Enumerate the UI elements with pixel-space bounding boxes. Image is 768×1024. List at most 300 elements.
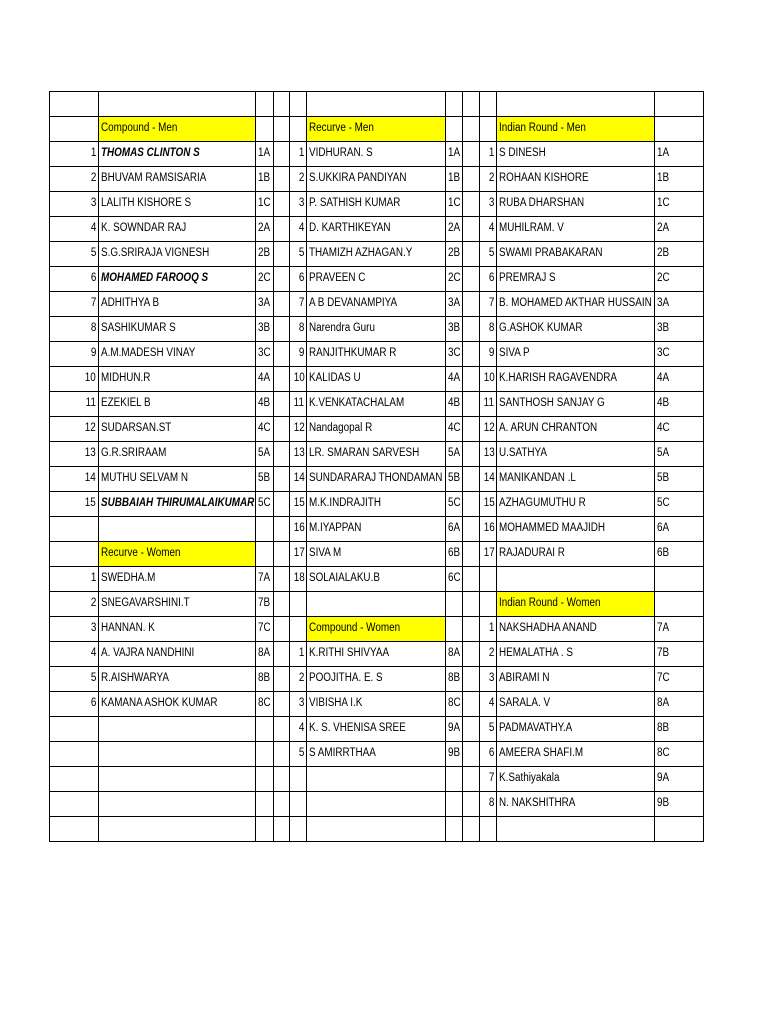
sheet-cell <box>307 342 446 367</box>
sheet-cell <box>307 617 446 642</box>
sheet-row <box>50 367 704 392</box>
target-code: 9A <box>657 772 670 785</box>
sheet-cell <box>463 617 480 642</box>
archer-name: SIVA P <box>499 347 530 360</box>
sheet-cell <box>655 167 704 192</box>
sheet-cell <box>274 317 290 342</box>
entry-number: 2 <box>90 597 96 610</box>
target-code: 3C <box>657 347 670 360</box>
sheet-cell <box>463 442 480 467</box>
archer-name: RAJADURAI R <box>499 547 565 560</box>
target-code: 5A <box>657 447 670 460</box>
sheet-cell <box>50 642 99 667</box>
sheet-row <box>50 592 704 617</box>
sheet-cell <box>290 592 307 617</box>
sheet-cell <box>99 767 256 792</box>
archer-name: AMEERA SHAFI.M <box>499 747 584 760</box>
sheet-cell <box>463 292 480 317</box>
sheet-cell <box>290 642 307 667</box>
sheet-cell <box>256 442 274 467</box>
sheet-cell <box>307 267 446 292</box>
sheet-cell <box>655 542 704 567</box>
sheet-row <box>50 167 704 192</box>
sheet-cell <box>274 267 290 292</box>
sheet-cell <box>274 742 290 767</box>
sheet-cell <box>290 317 307 342</box>
entry-number: 6 <box>90 697 96 710</box>
entry-number: 16 <box>293 522 305 535</box>
archer-name: MUHILRAM. V <box>499 222 564 235</box>
sheet-cell <box>497 142 655 167</box>
sheet-row <box>50 92 704 117</box>
sheet-cell <box>446 367 463 392</box>
sheet-cell <box>274 142 290 167</box>
target-code: 4C <box>258 422 271 435</box>
sheet-cell <box>99 617 256 642</box>
sheet-cell <box>290 517 307 542</box>
sheet-cell <box>50 392 99 417</box>
sheet-cell <box>99 642 256 667</box>
sheet-cell <box>99 567 256 592</box>
target-code: 4A <box>448 372 461 385</box>
sheet-cell <box>307 442 446 467</box>
sheet-cell <box>497 242 655 267</box>
sheet-cell <box>99 367 256 392</box>
sheet-cell <box>446 242 463 267</box>
sheet-cell <box>480 342 497 367</box>
target-code: 6C <box>448 572 461 585</box>
sheet-cell <box>274 617 290 642</box>
sheet-cell <box>290 417 307 442</box>
sheet-cell <box>655 717 704 742</box>
sheet-cell <box>256 667 274 692</box>
entry-number: 2 <box>488 172 494 185</box>
sheet-cell <box>497 217 655 242</box>
sheet-cell <box>99 667 256 692</box>
target-code: 4B <box>258 397 271 410</box>
sheet-cell <box>99 392 256 417</box>
archer-name: G.ASHOK KUMAR <box>499 322 583 335</box>
sheet-cell <box>256 692 274 717</box>
sheet-cell <box>480 592 497 617</box>
sheet-row <box>50 567 704 592</box>
sheet-cell <box>463 492 480 517</box>
entry-number: 1 <box>488 147 494 160</box>
target-code: 2C <box>657 272 670 285</box>
sheet-cell <box>497 817 655 842</box>
sheet-cell <box>307 642 446 667</box>
target-code: 1A <box>258 147 271 160</box>
target-code: 1C <box>657 197 670 210</box>
sheet-cell <box>50 342 99 367</box>
archer-name: SNEGAVARSHINI.T <box>101 597 190 610</box>
sheet-cell <box>446 717 463 742</box>
sheet-row <box>50 792 704 817</box>
archer-name: VIBISHA I.K <box>309 697 363 710</box>
sheet-cell <box>446 92 463 117</box>
sheet-cell <box>446 517 463 542</box>
archer-name: EZEKIEL B <box>101 397 151 410</box>
sheet-cell <box>290 442 307 467</box>
sheet-cell <box>497 117 655 142</box>
sheet-cell <box>446 217 463 242</box>
archer-name: VIDHURAN. S <box>309 147 373 160</box>
sheet-cell <box>274 292 290 317</box>
sheet-cell <box>497 442 655 467</box>
sheet-cell <box>480 567 497 592</box>
sheet-cell <box>446 567 463 592</box>
sheet-cell <box>480 517 497 542</box>
sheet-cell <box>446 617 463 642</box>
archer-name: A B DEVANAMPIYA <box>309 297 398 310</box>
sheet-cell <box>446 492 463 517</box>
target-code: 8B <box>448 672 461 685</box>
archer-name: SOLAIALAKU.B <box>309 572 380 585</box>
archer-name: SARALA. V <box>499 697 551 710</box>
sheet-row <box>50 292 704 317</box>
sheet-cell <box>480 317 497 342</box>
sheet-cell <box>446 117 463 142</box>
entry-number: 4 <box>298 222 304 235</box>
target-code: 3B <box>657 322 670 335</box>
entry-number: 2 <box>298 672 304 685</box>
target-code: 4A <box>657 372 670 385</box>
sheet-cell <box>655 592 704 617</box>
sheet-cell <box>463 317 480 342</box>
archer-name: PRAVEEN C <box>309 272 366 285</box>
sheet-cell <box>463 467 480 492</box>
sheet-cell <box>655 392 704 417</box>
sheet-cell <box>274 642 290 667</box>
entry-number: 6 <box>488 747 494 760</box>
sheet-cell <box>655 567 704 592</box>
target-code: 9B <box>448 747 461 760</box>
target-code: 9B <box>657 797 670 810</box>
sheet-cell <box>655 667 704 692</box>
target-code: 1A <box>657 147 670 160</box>
sheet-row <box>50 492 704 517</box>
target-code: 5A <box>258 447 271 460</box>
sheet-cell <box>290 742 307 767</box>
sheet-cell <box>307 317 446 342</box>
sheet-cell <box>497 267 655 292</box>
sheet-cell <box>446 467 463 492</box>
sheet-cell <box>446 692 463 717</box>
sheet-cell <box>480 492 497 517</box>
sheet-cell <box>463 792 480 817</box>
sheet-row <box>50 817 704 842</box>
target-code: 8B <box>258 672 271 685</box>
archer-name: S.UKKIRA PANDIYAN <box>309 172 407 185</box>
sheet-cell <box>307 392 446 417</box>
sheet-cell <box>290 467 307 492</box>
archer-name: SANTHOSH SANJAY G <box>499 397 605 410</box>
sheet-cell <box>480 742 497 767</box>
entry-number: 7 <box>90 297 96 310</box>
sheet-cell <box>480 767 497 792</box>
sheet-cell <box>307 92 446 117</box>
sheet-cell <box>446 192 463 217</box>
sheet-cell <box>307 717 446 742</box>
sheet-cell <box>655 617 704 642</box>
target-code: 4C <box>657 422 670 435</box>
sheet-cell <box>497 717 655 742</box>
sheet-cell <box>256 517 274 542</box>
sheet-cell <box>307 117 446 142</box>
sheet-cell <box>290 267 307 292</box>
sheet-cell <box>497 692 655 717</box>
entry-number: 13 <box>483 447 495 460</box>
target-code: 4B <box>657 397 670 410</box>
archer-name: M.IYAPPAN <box>309 522 362 535</box>
sheet-cell <box>99 717 256 742</box>
entry-number: 16 <box>483 522 495 535</box>
sheet-cell <box>655 642 704 667</box>
entry-number: 8 <box>298 322 304 335</box>
sheet-row <box>50 667 704 692</box>
sheet-cell <box>480 417 497 442</box>
target-code: 3B <box>258 322 271 335</box>
entry-number: 11 <box>293 397 304 410</box>
sheet-cell <box>274 567 290 592</box>
target-code: 1C <box>258 197 271 210</box>
entry-number: 14 <box>293 472 305 485</box>
sheet-cell <box>655 367 704 392</box>
entry-number: 17 <box>293 547 305 560</box>
archer-name: ABIRAMI N <box>499 672 550 685</box>
sheet-cell <box>307 592 446 617</box>
target-code: 3A <box>657 297 670 310</box>
target-code: 2C <box>448 272 461 285</box>
entry-number: 5 <box>298 747 304 760</box>
entry-number: 5 <box>298 247 304 260</box>
sheet-cell <box>256 642 274 667</box>
sheet-cell <box>497 792 655 817</box>
sheet-row <box>50 692 704 717</box>
sheet-cell <box>497 292 655 317</box>
entry-number: 1 <box>90 147 96 160</box>
entry-number: 17 <box>483 547 495 560</box>
sheet-cell <box>256 417 274 442</box>
sheet-cell <box>256 167 274 192</box>
entry-number: 5 <box>488 722 494 735</box>
target-code: 4B <box>448 397 461 410</box>
sheet-row <box>50 417 704 442</box>
entry-number: 3 <box>90 197 96 210</box>
sheet-row <box>50 267 704 292</box>
archer-name: BHUVAM RAMSISARIA <box>101 172 207 185</box>
sheet-cell <box>463 592 480 617</box>
sheet-cell <box>307 517 446 542</box>
sheet-cell <box>99 592 256 617</box>
entry-number: 6 <box>298 272 304 285</box>
sheet-cell <box>446 742 463 767</box>
sheet-cell <box>655 492 704 517</box>
target-code: 4A <box>258 372 271 385</box>
sheet-cell <box>655 142 704 167</box>
sheet-cell <box>480 92 497 117</box>
sheet-cell <box>274 517 290 542</box>
sheet-cell <box>446 342 463 367</box>
sheet-cell <box>307 492 446 517</box>
sheet-cell <box>480 142 497 167</box>
sheet-cell <box>480 292 497 317</box>
sheet-cell <box>463 217 480 242</box>
sheet-cell <box>463 117 480 142</box>
target-code: 2A <box>657 222 670 235</box>
entry-number: 12 <box>293 422 305 435</box>
sheet-cell <box>50 317 99 342</box>
sheet-cell <box>463 567 480 592</box>
sheet-cell <box>256 117 274 142</box>
sheet-cell <box>274 242 290 267</box>
sheet-cell <box>99 417 256 442</box>
sheet-cell <box>446 542 463 567</box>
sheet-cell <box>256 492 274 517</box>
sheet-cell <box>446 767 463 792</box>
target-code: 2A <box>258 222 271 235</box>
entry-number: 4 <box>90 647 96 660</box>
entry-number: 15 <box>483 497 495 510</box>
sheet-cell <box>480 242 497 267</box>
sheet-cell <box>274 342 290 367</box>
archer-name: Nandagopal R <box>309 422 373 435</box>
archer-name: B. MOHAMED AKTHAR HUSSAIN <box>499 297 652 310</box>
sheet-cell <box>290 817 307 842</box>
sheet-cell <box>290 342 307 367</box>
archer-name: MUTHU SELVAM N <box>101 472 189 485</box>
compound-women-header: Compound - Women <box>309 622 401 635</box>
sheet-cell <box>274 592 290 617</box>
sheet-row <box>50 192 704 217</box>
entry-number: 10 <box>84 372 96 385</box>
sheet-cell <box>99 742 256 767</box>
target-code: 1B <box>448 172 461 185</box>
target-code: 1B <box>258 172 271 185</box>
sheet-cell <box>307 567 446 592</box>
archer-name: LR. SMARAN SARVESH <box>309 447 420 460</box>
sheet-cell <box>655 117 704 142</box>
sheet-cell <box>497 617 655 642</box>
sheet-cell <box>256 292 274 317</box>
target-code: 6B <box>448 547 461 560</box>
archer-name: MANIKANDAN .L <box>499 472 576 485</box>
target-code: 6B <box>657 547 670 560</box>
target-code: 8A <box>657 697 670 710</box>
sheet-cell <box>446 292 463 317</box>
entry-number: 10 <box>483 372 495 385</box>
sheet-cell <box>497 642 655 667</box>
sheet-cell <box>307 817 446 842</box>
sheet-cell <box>480 717 497 742</box>
sheet-row <box>50 517 704 542</box>
archer-name: SWEDHA.M <box>101 572 156 585</box>
sheet-cell <box>50 517 99 542</box>
sheet-cell <box>256 342 274 367</box>
sheet-cell <box>274 792 290 817</box>
entry-number: 1 <box>488 622 494 635</box>
sheet-cell <box>463 392 480 417</box>
sheet-cell <box>307 417 446 442</box>
entry-number: 12 <box>84 422 96 435</box>
target-code: 7A <box>657 622 670 635</box>
sheet-cell <box>99 342 256 367</box>
sheet-row <box>50 767 704 792</box>
entry-number: 14 <box>483 472 495 485</box>
entry-number: 3 <box>90 622 96 635</box>
archer-name: M.K.INDRAJITH <box>309 497 381 510</box>
sheet-cell <box>50 492 99 517</box>
target-code: 5C <box>258 497 271 510</box>
sheet-row <box>50 467 704 492</box>
sheet-cell <box>497 167 655 192</box>
archer-name: ADHITHYA B <box>101 297 160 310</box>
sheet-cell <box>446 392 463 417</box>
target-code: 3B <box>448 322 461 335</box>
archer-name: S.G.SRIRAJA VIGNESH <box>101 247 210 260</box>
sheet-row <box>50 142 704 167</box>
sheet-cell <box>99 792 256 817</box>
sheet-cell <box>497 342 655 367</box>
entry-number: 11 <box>483 397 494 410</box>
sheet-cell <box>307 542 446 567</box>
entry-number: 12 <box>483 422 495 435</box>
archer-name: S AMIRRTHAA <box>309 747 376 760</box>
archer-name: A.M.MADESH VINAY <box>101 347 196 360</box>
entry-number: 9 <box>298 347 304 360</box>
target-code: 2B <box>448 247 461 260</box>
target-code: 8A <box>258 647 271 660</box>
archer-name: HANNAN. K <box>101 622 155 635</box>
sheet-cell <box>480 642 497 667</box>
archer-name: LALITH KISHORE S <box>101 197 192 210</box>
sheet-row <box>50 317 704 342</box>
sheet-cell <box>463 192 480 217</box>
sheet-cell <box>497 542 655 567</box>
sheet-cell <box>480 667 497 692</box>
sheet-cell <box>480 617 497 642</box>
sheet-cell <box>290 367 307 392</box>
sheet-cell <box>274 217 290 242</box>
sheet-cell <box>446 167 463 192</box>
sheet-cell <box>307 742 446 767</box>
sheet-cell <box>256 392 274 417</box>
sheet-cell <box>99 242 256 267</box>
sheet-cell <box>290 492 307 517</box>
archer-name: R.AISHWARYA <box>101 672 169 685</box>
sheet-cell <box>655 342 704 367</box>
sheet-cell <box>463 692 480 717</box>
target-code: 5C <box>448 497 461 510</box>
sheet-cell <box>256 617 274 642</box>
sheet-cell <box>99 292 256 317</box>
sheet-cell <box>50 167 99 192</box>
sheet-cell <box>497 92 655 117</box>
recurve-women-header: Recurve - Women <box>101 547 181 560</box>
target-code: 7B <box>258 597 271 610</box>
entry-number: 14 <box>84 472 96 485</box>
target-code: 8C <box>448 697 461 710</box>
archer-name: ROHAAN KISHORE <box>499 172 589 185</box>
sheet-cell <box>99 117 256 142</box>
sheet-cell <box>497 492 655 517</box>
sheet-cell <box>480 442 497 467</box>
sheet-cell <box>290 617 307 642</box>
sheet-cell <box>274 717 290 742</box>
sheet-cell <box>99 817 256 842</box>
sheet-cell <box>99 492 256 517</box>
entry-number: 3 <box>298 697 304 710</box>
